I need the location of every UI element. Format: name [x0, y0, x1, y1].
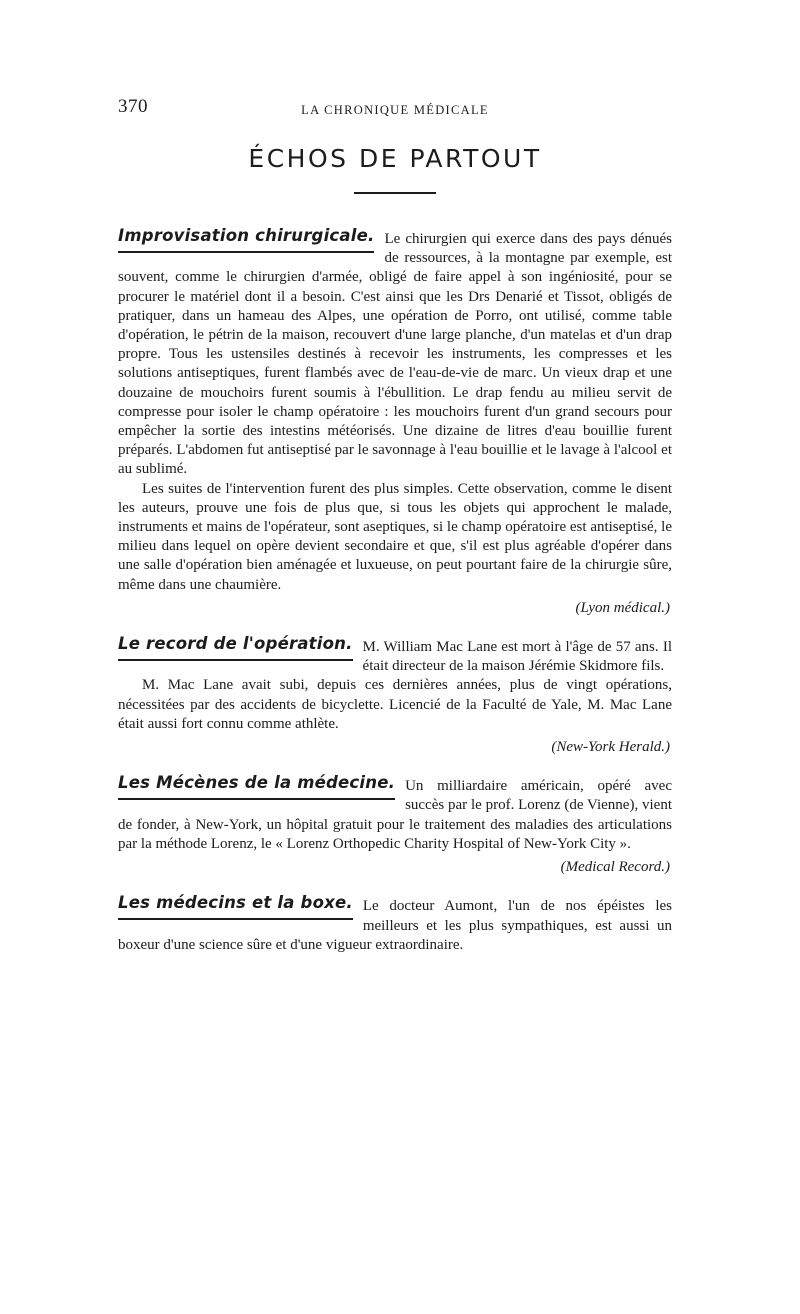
- page-number: 370: [118, 96, 148, 117]
- article-paragraph: Un milliardaire américain, opéré avec succès par le prof. Lorenz (de Vienne), vient de fonder, à New-York, un hôpital gratuit pour le traitement des maladies des articulations par la méthode Lorenz, le « Lorenz Orthopedic Charity Hospital of New-York City ».: [118, 778, 672, 852]
- running-title: LA CHRONIQUE MÉDICALE: [301, 103, 489, 117]
- article-paragraph: Les suites de l'intervention furent des plus simples. Cette observation, comme le disent les auteurs, prouve une fois de plus que, si tous les objets qui approchent le malade, instruments et mains de l'opérateur, sont aseptiques, si le champ opératoire est antiseptisé, le milieu dans lequel on opère devient secondaire et que, s'il est plus agréable d'opérer dans une salle d'opération bien aménagée et luxueuse, on peut pourtant faire de la chirurgie sûre, même dans une chaumière.: [118, 480, 672, 593]
- article-paragraph: M. Mac Lane avait subi, depuis ces dernières années, plus de vingt opérations, nécessitées par des accidents de bicyclette. Licencié de la Faculté de Yale, M. Mac Lane était aussi fort connu comme athlète.: [118, 677, 672, 732]
- article-source: (Lyon médical.): [575, 599, 670, 616]
- article-mecenes-medecine: [118, 773, 672, 877]
- title-rule: [354, 192, 436, 194]
- article-heading: Improvisation chirurgicale.: [118, 224, 374, 253]
- article-medecins-boxe: [118, 893, 672, 955]
- article-heading: Les médecins et la boxe.: [118, 891, 353, 920]
- article-heading: Le record de l'opération.: [118, 632, 353, 661]
- article-source: (New-York Herald.): [551, 739, 670, 756]
- article-paragraph: M. William Mac Lane est mort à l'âge de 57 ans. Il était directeur de la maison Jérémie Skidmore fils.: [362, 639, 672, 675]
- article-paragraph: Le chirurgien qui exerce dans des pays dénués de ressources, à la montagne par exemple, est souvent, comme le chirurgien d'armée, obligé de faire appel à son ingéniosité, pour se procurer le matériel dont il a besoin. C'est ainsi que les Drs Denarié et Tissot, obligés de pratiquer, dans un hameau des Alpes, une opération de Porro, ont utilisé, comme table d'opération, le pétrin de la maison, recouvert d'une large planche, d'un matelas et d'un drap propre. Tous les ustensiles destinés à recevoir les instruments, les compresses et les solutions antiseptiques, furent flambés avec de l'eau-de-vie de marc. Un vieux drap et une douzaine de mouchoirs furent soumis à l'ébullition. Le drap fendu au milieu servit de compresse pour isoler le champ opératoire : les mouchoirs furent d'un grand secours pour empêcher la sortie des intestins météorisés. Une dizaine de litres d'eau bouillie furent préparés. L'abdomen fut antiseptisé par le savonnage à l'eau bouillie et le lavage à l'alcool et au sublimé.: [118, 231, 672, 478]
- article-source: (Medical Record.): [560, 859, 670, 876]
- article-heading: Les Mécènes de la médecine.: [118, 771, 395, 800]
- page: [118, 96, 672, 975]
- section-title: ÉCHOS DE PARTOUT: [248, 144, 542, 173]
- article-improvisation-chirurgicale: [118, 226, 672, 618]
- running-head: [118, 96, 672, 122]
- article-record-operation: [118, 634, 672, 757]
- article-paragraph: Le docteur Aumont, l'un de nos épéistes les meilleurs et les plus sympathiques, est aussi un boxeur d'une science sûre et d'une vigueur extraordinaire.: [118, 898, 672, 953]
